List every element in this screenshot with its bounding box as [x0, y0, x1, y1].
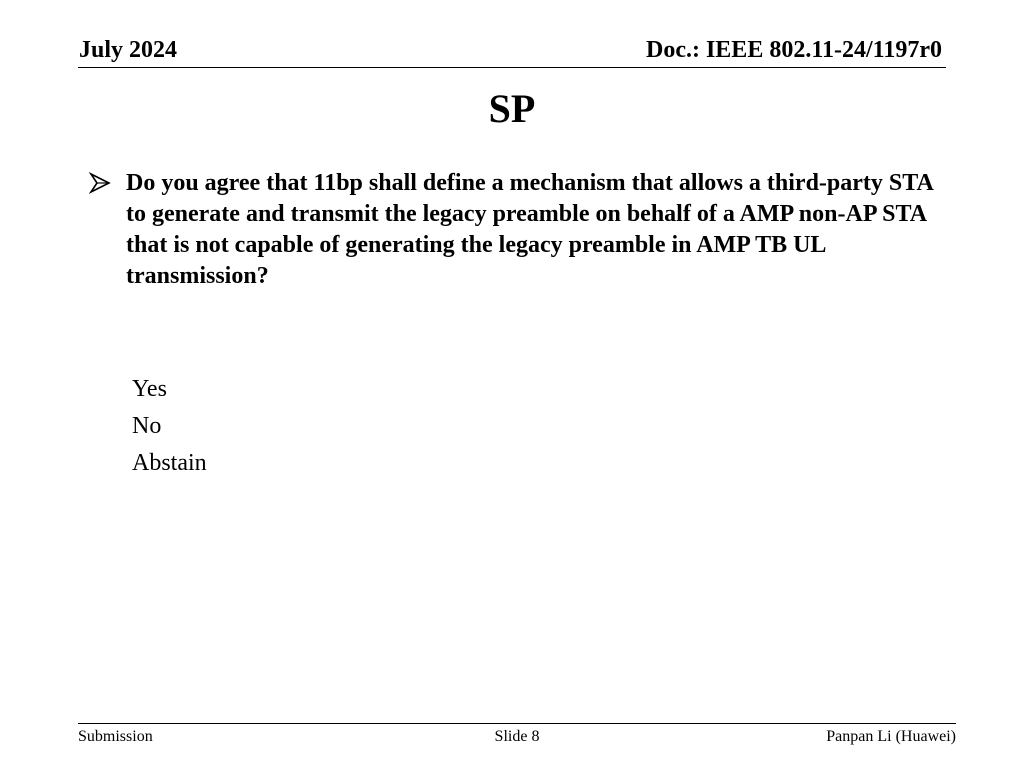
- footer-divider: [78, 723, 956, 724]
- footer-submission: Submission: [78, 728, 153, 745]
- slide-number: Slide 8: [494, 728, 540, 745]
- slide-title: SP: [488, 86, 536, 131]
- poll-options: [132, 371, 207, 482]
- straw-poll-question: Do you agree that 11bp shall define a mechanism that allows a third-party STA to generate and transmit the legacy preamble on behalf of a AMP non-AP STA that is not capable of generating the legacy preamble in AMP TB UL transmission?: [126, 170, 933, 289]
- option-yes: Yes: [132, 376, 167, 402]
- header-divider: [78, 67, 946, 68]
- document-id: Doc.: IEEE 802.11-24/1197r0: [645, 37, 942, 63]
- arrowhead-bullet-icon: [89, 171, 111, 195]
- header-date: July 2024: [79, 37, 178, 63]
- option-no: No: [132, 413, 162, 439]
- footer-author: Panpan Li (Huawei): [826, 728, 956, 745]
- option-abstain: Abstain: [132, 450, 207, 476]
